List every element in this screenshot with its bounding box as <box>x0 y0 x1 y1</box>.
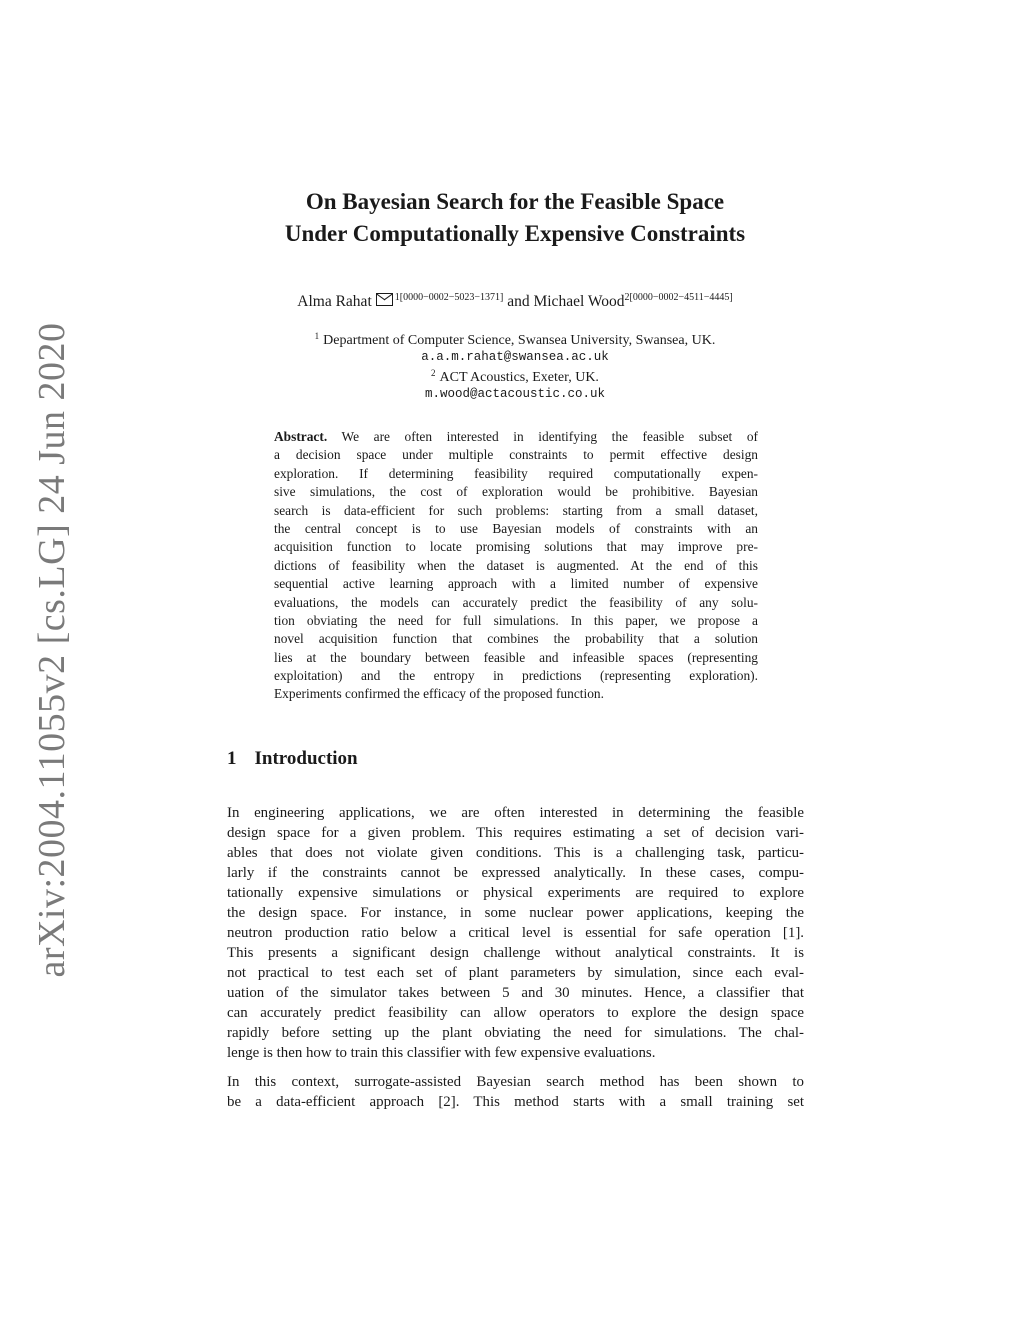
paragraph-line: neutron production ratio below a critical level is essential for safe operation [1]. <box>227 925 804 941</box>
abstract-line: Abstract. We are often interested in identifying the feasible subset of <box>274 429 758 444</box>
paragraph-line: be a data-efficient approach [2]. This method starts with a small training set <box>227 1094 804 1110</box>
author-name: Alma Rahat <box>297 293 372 310</box>
section-number: 1 <box>227 748 237 769</box>
abstract-line: tion obviating the need for full simulations. In this paper, we propose a <box>274 612 758 628</box>
affiliation-1: $^1$ Department of Computer Science, Swansea University, Swansea, UK. <box>314 331 716 348</box>
paper-title <box>180 186 850 250</box>
section-title: Introduction <box>254 748 358 769</box>
abstract-line: search is data-efficient for such problems: starting from a small dataset, <box>274 502 758 518</box>
abstract <box>274 428 758 704</box>
paragraph-line: not practical to test each set of plant parameters by simulation, since each eval- <box>227 965 804 981</box>
abstract-line: Experiments confirmed the efficacy of the proposed function. <box>274 686 604 702</box>
abstract-line: exploration. If determining feasibility required computationally expen- <box>274 465 758 481</box>
paragraph-line: ables that does not violate given conditions. This is a challenging task, particu- <box>227 845 804 861</box>
title-line-2: Under Computationally Expensive Constraints <box>284 221 746 246</box>
abstract-line: acquisition function to locate promising solutions that may improve pre- <box>274 539 758 555</box>
author-orcid: 2[0000−0002−4511−4445] <box>624 292 733 303</box>
paragraph-line: larly if the constraints cannot be expressed analytically. In these cases, compu- <box>227 865 804 881</box>
abstract-line: sequential active learning approach with a limited number of expensive <box>274 576 758 592</box>
email-link[interactable]: m.wood@actacoustic.co.uk <box>424 387 606 401</box>
paragraph-line: can accurately predict feasibility can allow operators to explore the design space <box>227 1005 804 1021</box>
abstract-label: Abstract. <box>274 429 328 444</box>
author-list <box>180 292 850 311</box>
intro-paragraph-2 <box>227 1072 804 1112</box>
paragraph-line: the design space. For instance, in some nuclear power applications, keeping the <box>227 905 804 921</box>
abstract-line: sive simulations, the cost of exploration would be prohibitive. Bayesian <box>274 484 758 500</box>
paragraph-line: In this context, surrogate-assisted Bayesian search method has been shown to <box>227 1074 804 1090</box>
section-heading <box>227 748 358 770</box>
paragraph-line: rapidly before setting up the plant obviating the need for simulations. The chal- <box>227 1025 804 1041</box>
paragraph-line: This presents a significant design challenge without analytical constraints. It is <box>227 945 804 961</box>
author-orcid: 1[0000−0002−5023−1371] <box>394 292 504 303</box>
abstract-line: evaluations, the models can accurately predict the feasibility of any solu- <box>274 594 758 610</box>
affiliation-2: $^2$ ACT Acoustics, Exeter, UK. <box>431 368 599 385</box>
arxiv-identifier-stamp: arXiv:2004.11055v2 [cs.LG] 24 Jun 2020 <box>31 322 73 978</box>
title-line-1: On Bayesian Search for the Feasible Space <box>305 189 725 214</box>
abstract-line: dictions of feasibility when the dataset is augmented. At the end of this <box>274 557 758 573</box>
email-link[interactable]: a.a.m.rahat@swansea.ac.uk <box>421 350 609 364</box>
abstract-line: exploitation) and the entropy in predictions (representing exploration). <box>274 668 758 684</box>
author-name: and Michael Wood <box>507 293 625 310</box>
paragraph-line: design space for a given problem. This requires estimating a set of decision vari- <box>227 825 804 841</box>
abstract-line: a decision space under multiple constraints to permit effective design <box>274 447 758 463</box>
envelope-icon <box>376 293 393 306</box>
paragraph-line: uation of the simulator takes between 5 and 30 minutes. Hence, a classifier that <box>227 985 804 1001</box>
abstract-line: lies at the boundary between feasible and infeasible spaces (representing <box>274 649 758 665</box>
intro-paragraph-1 <box>227 803 804 1063</box>
abstract-line: novel acquisition function that combines the probability that a solution <box>274 631 758 647</box>
paragraph-line: tationally expensive simulations or physical experiments are required to explore <box>227 885 804 901</box>
paragraph-line: In engineering applications, we are often interested in determining the feasible <box>227 805 804 821</box>
paragraph-line: lenge is then how to train this classifier with few expensive evaluations. <box>227 1045 656 1061</box>
abstract-line: the central concept is to use Bayesian models of constraints with an <box>274 520 758 536</box>
